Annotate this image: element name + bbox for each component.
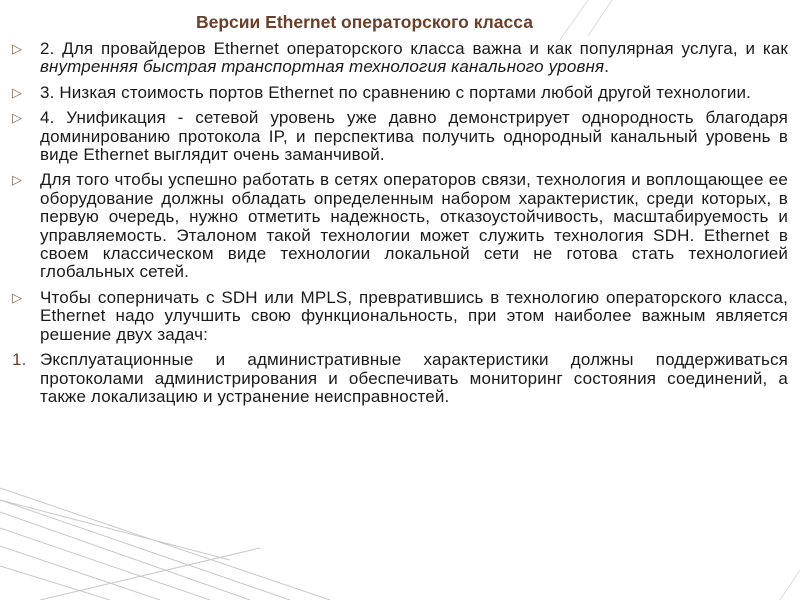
item-text: 4. Унификация - сетевой уровень уже давно демонстрирует однородность благодаря доминированию протокола IP, и перспектива получить однородный канальный уровень в виде Ethernet выглядит очень заманчивой. [40,108,788,165]
item-text: 2. Для провайдеров Ethernet операторского класса важна и как популярная услуга, и как внутренняя быстрая транспортная технология канального уровня. [40,39,788,77]
hollow-arrow-bullet-icon: ▷ [12,41,23,56]
numbered-item [12,351,788,406]
hollow-arrow-bullet-icon: ▷ [12,110,23,126]
hollow-arrow-bullet-icon: ▷ [12,84,23,100]
content-list [12,40,788,413]
slide-title: Версии Ethernet операторского класса [196,12,533,32]
list-item [12,40,788,77]
item-text: Чтобы соперничать с SDH или MPLS, превратившись в технологию операторского класса, Ethernet надо улучшить свою функциональность, при этом наиболее важным является решение двух задач: [40,287,788,344]
list-item [12,289,788,344]
hollow-arrow-bullet-icon: ▷ [12,172,23,188]
item-text: Эксплуатационные и административные характеристики должны поддерживаться протоколами администрирования и обеспечивать мониторинг состояния соединений, а также локализацию и устранение неисправностей. [40,350,788,406]
list-item [12,109,788,164]
item-number: 1. [12,350,27,370]
list-item [12,84,788,102]
list-item [12,171,788,281]
item-text: Для того чтобы успешно работать в сетях операторов связи, технология и воплощающее ее оборудование должны обладать определенным набором характеристик, среди которых, в первую очередь, нужно отметить надежность, отказоустойчивость, масштабируемость и управляемость. Эталоном такой технологии может служить технология SDH. Ethernet в своем классическом виде технологии локальной сети не готова стать технологией глобальных сетей. [40,170,788,282]
item-text: 3. Низкая стоимость портов Ethernet по сравнению с портами любой другой технологии. [40,82,752,102]
hollow-arrow-bullet-icon: ▷ [12,289,23,305]
